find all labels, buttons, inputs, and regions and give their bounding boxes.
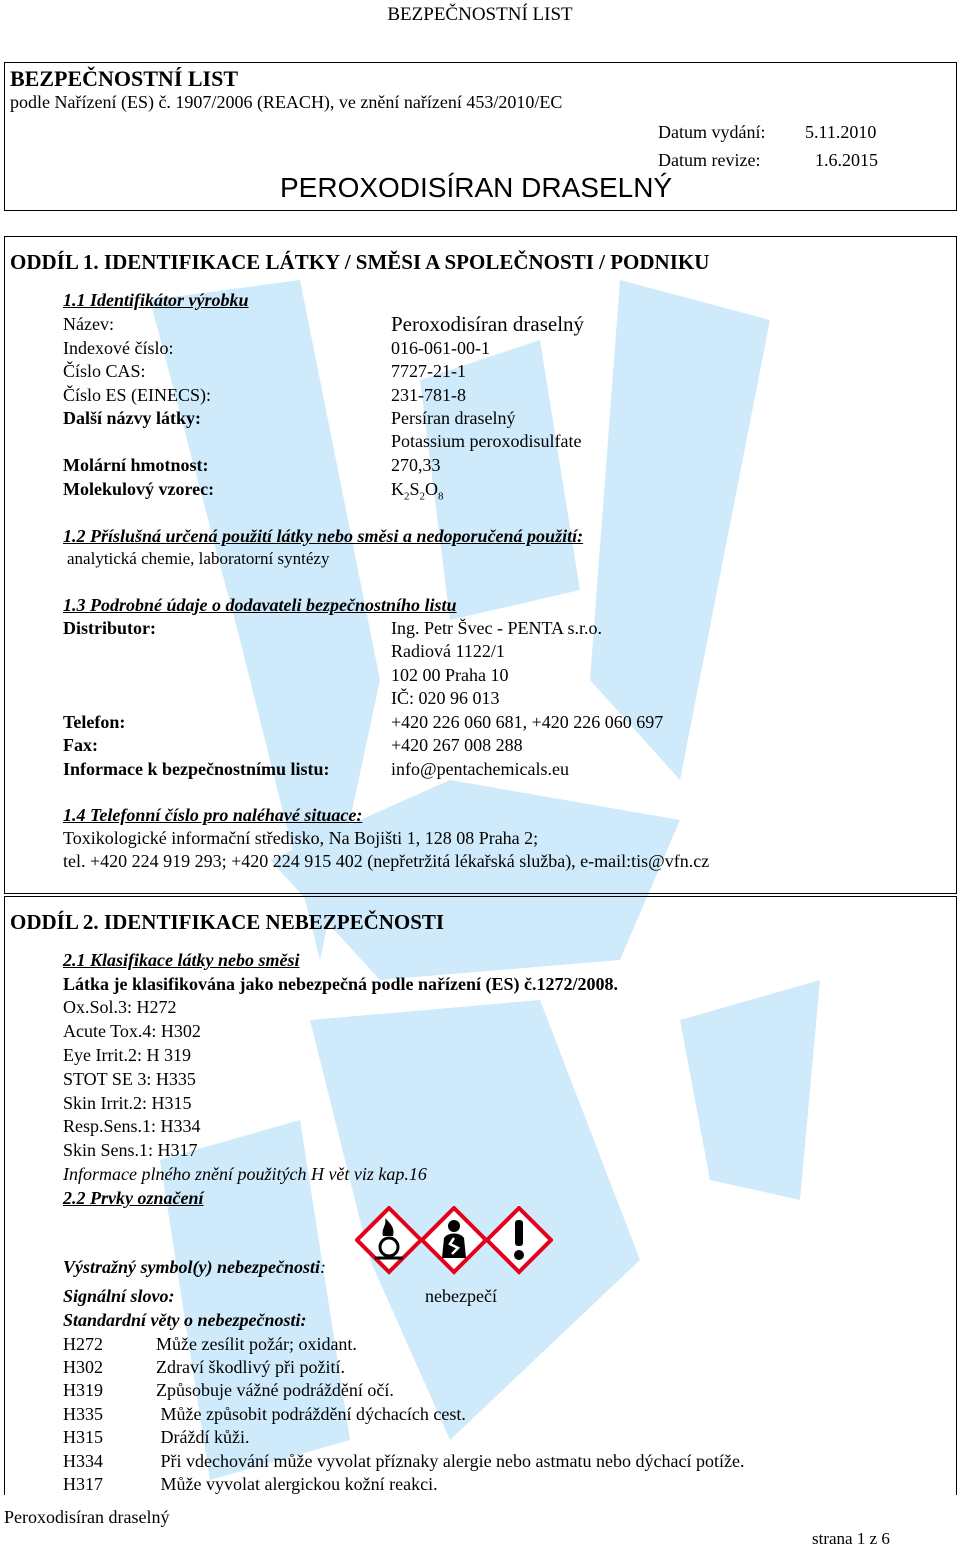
distributor-name: Ing. Petr Švec - PENTA s.r.o. [391,618,603,638]
subsection-1-1-heading: 1.1 Identifikátor výrobku [63,290,249,310]
flame-over-circle-icon [357,1208,421,1272]
hazard-statements-label: Standardní věty o nebezpečnosti: [63,1310,307,1330]
other-name-2: Potassium peroxodisulfate [391,431,582,451]
issue-date-value: 5.11.2010 [805,122,877,142]
fax-label: Fax: [63,735,98,755]
revision-date-label: Datum revize: [658,150,761,170]
footer-page-number: strana 1 z 6 [812,1529,890,1548]
emergency-line-2: tel. +420 224 919 293; +420 224 915 402 (nepřetržitá lékařská služba), e-mail:tis@vfn.cz [63,851,710,871]
cas-value: 7727-21-1 [391,361,466,381]
classification-item: Skin Irrit.2: H315 [63,1093,192,1113]
formula-k: K [391,479,404,499]
classification-item: Ox.Sol.3: H272 [63,997,177,1017]
pictogram-label [63,1257,326,1278]
h-code: H335 [63,1404,103,1424]
product-name-heading: PEROXODISÍRAN DRASELNÝ [280,172,673,203]
formula-s: S [409,479,420,499]
formula-label: Molekulový vzorec: [63,479,215,499]
molar-mass-label: Molární hmotnost: [63,455,209,475]
h-text: Při vdechování může vyvolat příznaky alergie nebo astmatu nebo dýchací potíže. [156,1451,745,1471]
sds-info-label: Informace k bezpečnostnímu listu: [63,759,330,779]
h-text: Dráždí kůži. [156,1427,250,1447]
footer-product-name: Peroxodisíran draselný [4,1507,170,1527]
h-text: Může způsobit podráždění dýchacích cest. [156,1404,466,1424]
index-label: Indexové číslo: [63,338,174,358]
section-1-heading: ODDÍL 1. IDENTIFIKACE LÁTKY / SMĚSI A SPOLEČNOSTI / PODNIKU [10,250,710,274]
formula-s-sub: 2 [419,490,426,503]
subsection-2-1-heading: 2.1 Klasifikace látky nebo směsi [63,950,300,970]
fax-value: +420 267 008 288 [391,735,523,755]
distributor-id: IČ: 020 96 013 [391,688,500,708]
classification-item: Skin Sens.1: H317 [63,1140,198,1160]
classification-note: Informace plného znění použitých H vět viz kap.16 [63,1164,427,1184]
index-value: 016-061-00-1 [391,338,490,358]
es-label: Číslo ES (EINECS): [63,385,212,405]
subsection-1-3-heading: 1.3 Podrobné údaje o dodavateli bezpečnostního listu [63,595,457,615]
subsection-1-4-heading: 1.4 Telefonní číslo pro naléhavé situace: [63,805,363,825]
identified-uses: analytická chemie, laboratorní syntézy [67,549,330,568]
emergency-line-1: Toxikologické informační středisko, Na Bojišti 1, 128 08 Praha 2; [63,828,539,848]
other-name-1: Persíran draselný [391,408,516,428]
classification-statement: Látka je klasifikována jako nebezpečná podle nařízení (ES) č.1272/2008. [63,974,619,994]
section-2-heading: ODDÍL 2. IDENTIFIKACE NEBEZPEČNOSTI [10,910,445,934]
regulation-line: podle Nařízení (ES) č. 1907/2006 (REACH), ve znění nařízení 453/2010/EC [10,92,563,112]
running-header: BEZPEČNOSTNÍ LIST [387,4,573,25]
es-value: 231-781-8 [391,385,466,405]
classification-item: Acute Tox.4: H302 [63,1021,201,1041]
h-code: H272 [63,1334,103,1354]
subsection-1-2-heading: 1.2 Příslušná určená použití látky nebo směsi a nedoporučená použití: [63,526,584,546]
subsection-2-2-heading: 2.2 Prvky označení [63,1188,204,1208]
ghs-pictograms [355,1206,553,1278]
health-hazard-icon [422,1208,486,1272]
h-code: H317 [63,1474,103,1494]
h-code: H334 [63,1451,103,1471]
h-text: Zdraví škodlivý při požití. [156,1357,345,1377]
classification-item: STOT SE 3: H335 [63,1069,196,1089]
h-code: H319 [63,1380,103,1400]
document-title: BEZPEČNOSTNÍ LIST [10,66,239,91]
signal-word-label: Signální slovo: [63,1286,175,1306]
formula-value [391,479,444,503]
sds-info-email[interactable]: info@pentachemicals.eu [391,759,570,779]
name-label: Název: [63,314,114,334]
signal-word-value: nebezpečí [425,1286,497,1306]
pictogram-label-text: Výstražný symbol(y) nebezpečnosti [63,1257,320,1277]
phone-value: +420 226 060 681, +420 226 060 697 [391,712,664,732]
pictogram-label-colon: : [319,1257,326,1277]
formula-o: O [425,479,439,499]
other-names-label: Další názvy látky: [63,408,202,428]
phone-label: Telefon: [63,712,126,732]
classification-item: Eye Irrit.2: H 319 [63,1045,191,1065]
h-text: Způsobuje vážné podráždění očí. [156,1380,394,1400]
formula-o-sub: 8 [438,490,444,503]
h-code: H315 [63,1427,103,1447]
distributor-city: 102 00 Praha 10 [391,665,509,685]
distributor-label: Distributor: [63,618,156,638]
distributor-street: Radiová 1122/1 [391,641,505,661]
h-code: H302 [63,1357,103,1377]
classification-item: Resp.Sens.1: H334 [63,1116,201,1136]
revision-date-value: 1.6.2015 [815,150,878,170]
name-value: Peroxodisíran draselný [391,312,585,336]
h-text: Může vyvolat alergickou kožní reakci. [156,1474,438,1494]
formula-k-sub: 2 [404,490,410,503]
issue-date-label: Datum vydání: [658,122,766,142]
molar-mass-value: 270,33 [391,455,441,475]
h-text: Může zesílit požár; oxidant. [156,1334,357,1354]
exclamation-mark-icon [487,1208,551,1272]
cas-label: Číslo CAS: [63,361,146,381]
